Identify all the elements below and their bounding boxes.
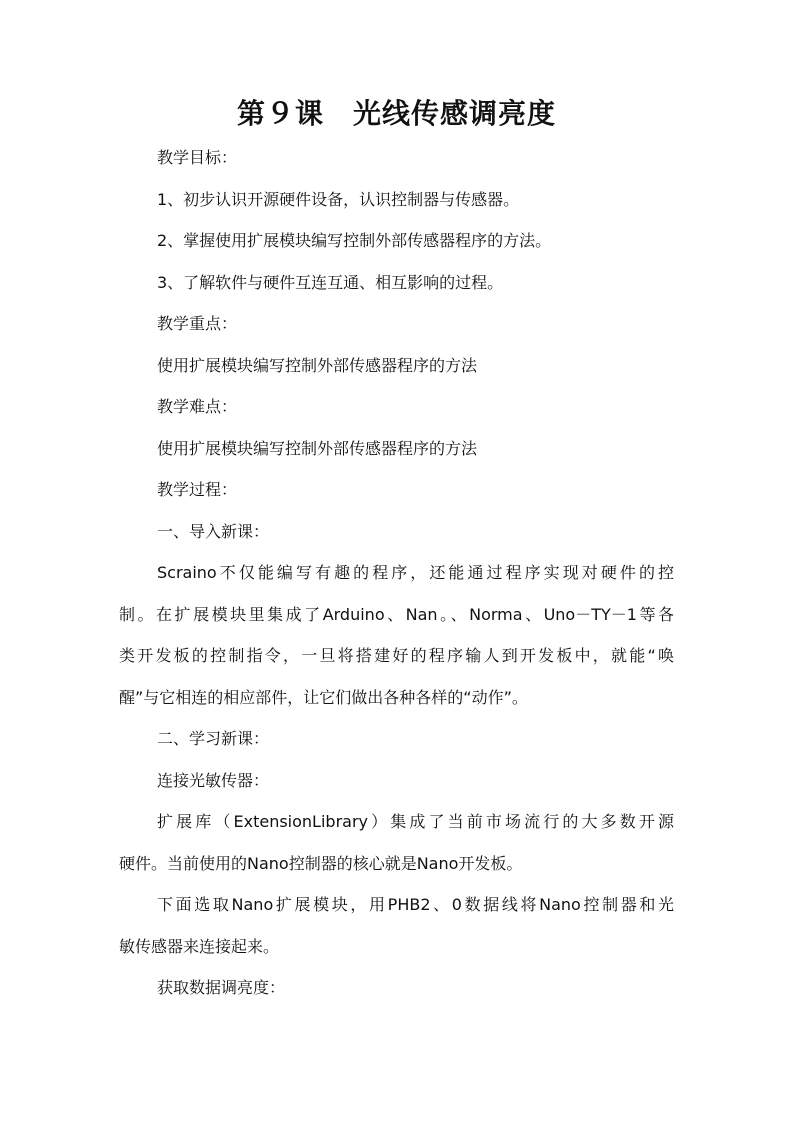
subheading-new-lesson: 二、学习新课： [157, 729, 270, 748]
objective-1: 1、初步认识开源硬件设备，认识控制器与传感器。 [157, 190, 520, 209]
paragraph-line: 类开发板的控制指令，一旦将搭建好的程序输人到开发板中，就能“唤 [119, 646, 674, 665]
paragraph-line: 硬件。当前使用的Nano控制器的核心就是Nano开发板。 [119, 854, 523, 873]
page-title: 第９课 光线传感调亮度 [236, 97, 556, 130]
subheading-introduction: 一、导入新课： [157, 522, 270, 541]
paragraph-line: 下面选取Nano扩展模块，用PHB2、0数据线将Nano控制器和光 [157, 895, 674, 914]
section-heading-process: 教学过程： [157, 480, 238, 499]
paragraph-line: 敏传感器来连接起来。 [119, 937, 280, 956]
objective-3: 3、了解软件与硬件互连互通、相互影响的过程。 [157, 273, 504, 292]
difficulties-text: 使用扩展模块编写控制外部传感器程序的方法 [157, 439, 478, 458]
section-heading-objectives: 教学目标： [157, 148, 238, 167]
paragraph-line: 扩展库（ExtensionLibrary）集成了当前市场流行的大多数开源 [157, 812, 674, 831]
objective-2: 2、掌握使用扩展模块编写控制外部传感器程序的方法。 [157, 231, 552, 250]
paragraph-line: 醒”与它相连的相应部件，让它们做出各种各样的“动作”。 [119, 688, 528, 707]
paragraph-line: Scraino不仅能编写有趣的程序，还能通过程序实现对硬件的控 [157, 563, 674, 582]
section-heading-key-points: 教学重点： [157, 314, 238, 333]
key-points-text: 使用扩展模块编写控制外部传感器程序的方法 [157, 356, 478, 375]
subheading-get-data: 获取数据调亮度： [157, 978, 286, 997]
section-heading-difficulties: 教学难点： [157, 397, 238, 416]
paragraph-line: 制。在扩展模块里集成了Arduino、Nan。、Norma、Uno－TY－1等各 [119, 605, 674, 624]
subheading-connect-sensor: 连接光敏传器： [157, 771, 270, 790]
